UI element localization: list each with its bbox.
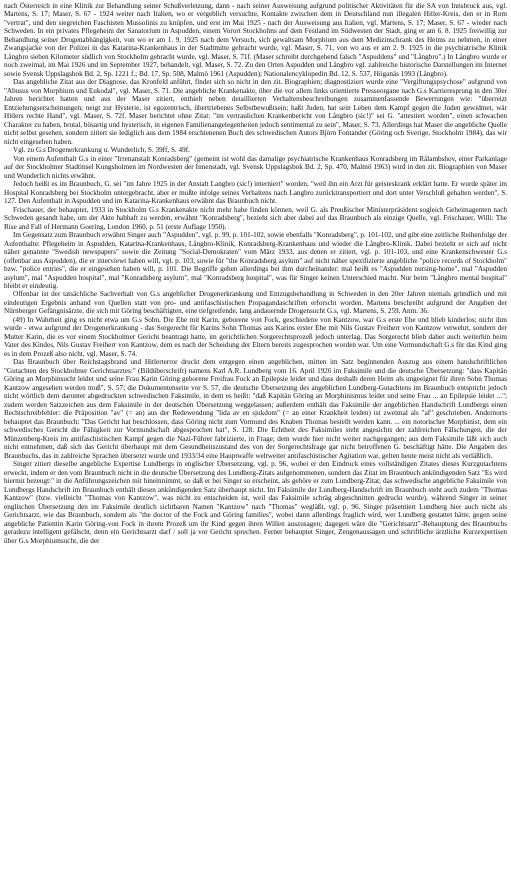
paragraph: nach Österreich in eine Klinik zur Behandlung seiner Schußverletzung, dann - nach seiner Ausweisung aufgrund politischer Aktivitäten für die SA von Innsbruck aus, vgl. Martens, S. 17; Maser, S. 67 - 1924 weiter nach Italien, wo er vergeblich versuchte, Kontakte zwischen dem in Deutschland nun illegalen Hitler-Kreis, den er in Rom "vertrat", und den siegreichen Faschisten Mussolinis zu knüpfen, und erst im Mai 1925 - nach der Ausweisung aus Italien, vgl. Martens, S. 17; Maser, S. 67 - wieder nach Schweden. In ein privates Pflegeheim der Sanatorium in Aspudden, einem Vorort Stockholms auf dem Festland im Südwesten der Stadt, ging er am 6. 8. 1925 freiwillig zur Behandlung seiner Drogenabhängigkeit, von wo er am 1. 9. 1925 nach dem Versuch, sich gewaltsam Morphium aus dem Medizinschrank des Heims zu nehmen, in einer Zwangsjacke von der Polizei in das Katarina-Krankenhaus in der Stadtmitte gebracht wurde, vgl. Maser, S. 71, von wo aus er am 2. 9. 1925 in die psychiatrische Klinik Långbro sieben Kilometer südlich von Stockholm gebracht wurde, vgl. Maser, S. 71f. (Maser schreibt durchgehend falsch "Aspuddens" und "Långbro".) In Långbro wurde er noch zweimal, im Mai 1926 und im September 1927, behandelt, vgl. Maser, S. 72. Zu den Orten Aspudden und Långbro vgl. zahlreiche historische Darstellungen im Internet sowie Svensk Uppslagsbok Bd. 2, Sp. 1221 f.; Bd. 17, Sp. 508, Malmö 1961 (Aspudden); Nationalencyklopedin Bd. 12, S. 537, Höganäs 1993 (Långbro). [4, 2, 507, 78]
paragraph: Offenbar ist der tatsächliche Sachverhalt von G.s angeblicher Drogenerkrankung und Entzugsbehandlung in Schweden in den 20er Jahren niemals gründlich und mit eindeutigen Ergebnis anhand von Quellen statt von pro- und antifaschistischen Propagandaschriften erforscht worden. Martens beschreibt aufgrund der Angaben der Nürnberger Gefängnisärzte, die sich mit Göring beschäftigten, eine tiefgreifende, lang andauernde Drogensucht G.s, vgl. Martens, S. 259, Anm. 36. [4, 290, 507, 316]
paragraph: (49) In Wahrheit ging es nicht etwa um G.s Sohn. Die Ehe mit Karin, geborene von Fock, geschiedene von Kantzow, war G.s erste Ehe und blieb kinderlos; nicht ihm wurde - etwa aufgrund der Drogenerkrankung - das Sorgerecht für Karins Sohn Thomas aus Karins erster Ehe mit Nils Gustav Freiherr von Kantzow verwehrt, sondern der Mutter Karin, die es vor einem Stockholmer Gericht beantragt hatte, im gerichtlichen Sorgerechtsprozeß jedoch unterlag. Das Sorgerecht blieb daher auch weiterhin beim Vater des Kindes, Nils Gustav Freiherr von Kantzow, dem es nach der Scheidung der Eltern bereits zugesprochen worden war. Um eine Vormundschaft G.s für das Kind ging es in dem Prozeß also nicht, vgl. Maser, S. 74. [4, 315, 507, 358]
paragraph: Von einem Aufenthalt G.s in einer "Irrenanstalt Konradsberg" (gemeint ist wohl das damalige psychiatrische Krankenhaus Konradsberg im Rålambshov, einer Parkanlage auf der Stockholmer Stadtinsel Kungsholmen im Nordwesten der Innenstadt, vgl. Svensk Uppslagsbok Bd. 2, Sp. 470, Malmö 1963) wird in den zit. Biographien von Maser und Wunderlich nichts erwähnt. [4, 154, 507, 180]
paragraph: Vgl. zu G.s Drogenerkrankung u. Wunderlich, S. 39ff, S. 49f. [13, 146, 190, 155]
paragraph: Das Braunbuch über Reichstagsbrand und Hitlerterror druckt dem entgegen einen angeblichen, mitten im Satz beginnenden Auszug aus einem handschriftlichen "Gutachten des Stockholmer Gerichtsarztes:" (Bildüberschrift) namens Karl A.R. Lundberg vom 16. April 1926 im Faksimile und die deutsche Übersetzung: "dass Kapitän Göring an Morphinsucht leidet und seine Frau Karin Göring geborene Freifrau Fock an Epilepsie leidet und dass deshalb deren Heim als ungeeignet für ihren Sohn Thomas Kantzow angesehen werden muß", S. 57; die Dokumentenseite vor S. 57, die deutsche Übersetzung des angeblichen Lundberg-Gutachtens im Braunbuch entspricht jedoch nicht wörtlich dem darunter abgedruckten schwedischen Faksimile, in dem es heißt: "daß Kapitän Göring an Morphinismus leidet und seine Frau ... an Epilepsie leidet ..."; zudem werden Satzzeichen aus dem Faksimile in der deutschen Übersetzung weggelassen; außerdem enthält das Faksimile der angeblichen Handschrift Lundbergs einen Rechtschreibfehler: die Präposition "av" (= an) aus der Redewendung "lida av en sjukdom" (= an einer Krankheit leiden) ist zweimal als "af" geschrieben. Andernorts behauptet das Braunbuch: "Das Gericht hat beschlossen, dass Göring nicht zum Vormund des Knaben Thomas bestellt werden kann. ... ein notorischer Morphinist, dem ein schwedisches Gericht die Fähigkeit zur Vormundschaft abgesprochen hat", S. 128. Die Echtheit des Faksimiles steht angesichts der zahlreichen Fälschungen, die der Münzenberg-Kreis im antifaschistischen Kampf gegen die Nazi-Führer fabrizierte, in Frage; dem wurde hier nicht weiter nachgegangen; aus dem Faksimile läßt sich auch nicht entnehmen, daß sich das Gericht überhaupt mit dem Gesundheitszustand des von der Sorgerechtsfrage gar nicht betroffenen G. beschäftigt hätte. Die Angaben des Braunbuchs, das in zahlreiche Sprachen übersetzt wurde und 1933/34 eine Hauptwaffe weltweiter antifaschistischer Agitation war, gelten heute meist nicht als verläßlich. [4, 358, 507, 460]
paragraph: Frischauer, der behauptet, 1933 in Stockholm G.s Krankenakte nicht mehr habe finden können, weil G. als Preußischer Ministerpräsident sogleich Geheimagenten nach Schweden gesandt habe, um der Akte habhaft zu werden, erwähnt "Konradsberg", bezieht sich aber dabei auf das Braunbuch als einzige Quelle, vgl. Frischauer, Willi: The Rise and Fall of Hermann Goering, London 1960, p. 51 (erste Auflage 1950). [4, 205, 507, 231]
paragraph: Singer zitiert dieselbe angebliche Expertise Lundbergs in englischer Übersetzung, vgl. p. 96, wobei er den Eindruck eines vollständigen Zitates dieses Kurzgutachtens erweckt, indem er den vom Braunbuch nicht in die deutsche Übersetzung des Lundberg-Zitats aufgenommenen, sondern das Zitat im Braunbuch ankündigenden Satz "Es wird hiermit bezeugt:" in die Anführungszeichen mit hineinnimmt, so daß er bei Singer so erscheint, als gehöre er zum Lundberg-Zitat; das schwedische angebliche Faksimile von Lundbergs Handschrift im Braunbuch enthält diesen ankündigenden Satz überhaupt nicht. Im Faksimile der Lundberg-Handschrift im Braunbuch steht auch zudem "Thomas Kantzow" (bzw. vielleicht "Thomas von Kantzow", was nicht zu entscheiden ist, weil das Faksimile schräg abgeschnitten gedruckt wurde), während Singer in seiner englischen Übersetzung den im Faksimile deutlich sichtbaren Namen "Kantzow" nach "Thomas" wegläßt, vgl. p. 96. Singer präsentiert Lundberg hier auch nicht als Gerichtsarzt, wie das Braunbuch, sondern als "the doctor of the Fock and Göring families", wobei dann allerdings fraglich wird, wer Lundberg gestattet hätte, gegen seine angebliche Patientin Karin Göring-von Fock in ihrem Prozeß um ihr Kind gegen ihren Willen auszusagen; dagegen wäre die "Gerichtsarzt"-Behauptung des Braunbuchs geradezu intelligent gefälscht, denn ein Gerichtsarzt darf / soll ja vor Gericht sprechen. Ferner behauptet Singer, Zeugenaussagen und schriftliche ärztliche Kurzexpertisen über G.s Morphiumsucht, die der [4, 460, 507, 545]
paragraph: Im Gegensatz zum Braunbuch erwähnt Singer auch "Aspudden", vgl. p. 99, p. 101-102, sowie ebenfalls "Konradsberg", p. 101-102, und gibt eine zeitliche Reihenfolge der Aufenthalte: Pflegeheim in Aspudden, Katarina-Krankenhaus, Långbro-Klinik, Konradsberg-Krankenhaus und wieder die Långbro-Klinik. Dabei bezieht er sich auf nicht näher genannte "Swedish newspapers" sowie die Zeitung "Social-Demokraten" vom März 1933, aus denen er zitiert, vgl. p. 101-103, und eine Krankenschwester G.s (offenbar aus Aspudden), die er interviewt haben will, vgl. p. 103, sowie für "the Konradsberg asylum" auf nicht näher spezifizierte angebliche "police records of Stockholm" bzw. "police entries", die er eingesehen haben will, p. 101. Die Begriffe gehen allerdings bei ihm durcheinander: mal heißt es "Aspudden nursing-home", mal "Aspudden asylum", mal "Aspudden hospital", mal "Konradsberg asylum", mal "Konradsberg hospital", was für Singer keinen Unterschied macht. Nur beim "Långbro mental hospital" bleibt er eindeutig. [4, 231, 507, 290]
paragraph: Das angebliche Zitat aus der Diagnose, das Kronfeld anführt, findet sich so nicht in den zit. Biographien; diagnostiziert wurde eine "Vergiftungspsychose" aufgrund von "Abusus von Morphium und Eukodal", vgl. Maser, S. 71. Die angebliche Krankenakte, über die vor allem links orientierte Presseorgane nach G.s Karrieresprung in den 30er Jahren berichtet hatten und aus der Maser zitiert, enthielt neben detaillierten Verhaltensbeschreibungen zusammenfassende Bewertungen wie: "überreizt Entziehungserscheinungen; neigt zur Hysterie, ist egozentrisch, übertriebenes Selbstbewußtsein; haßt Juden, hat sein Leben dem Kampf gegen die Juden gewidmet, wär Hitlers rechte Hand", vgl. Maser, S. 72f. Maser berichtet ohne Zitat: "im vertraulichen Krankenbericht von Långbro (sic!)" sei G. "attestiert worden", einen schwachen Charakter zu haben, brutal, bösartig und hysterisch, in eigenen Familienangelegenheiten jedoch sentimental zu sein", Maser, S. 73. Allerdings hat Maser die angebliche Quelle nicht selbst gesehen, sondern zitiert sie lediglich aus dem 1984 erschienenen Buch des schwedischen Autors Björn Fontander (Göring och Sverige, Stockholm 1984), das wir nicht eingesehen haben. [4, 78, 507, 146]
paragraph: Jedoch heißt es im Braunbuch, G. sei "im Jahre 1925 in der Anstalt Langbro (sic!) interniert" worden, "weil ihn ein Arzt für geisteskrank erklärt hatte. Er wurde später im Hospital Konradsberg bei Stockholm untergebracht, aber er mußte infolge seines Verhaltens nach Langbro zurücktransportiert und dort unter Verschluß gehalten werden", S. 127. Den Aufenthalt in Aspudden und im Katarina-Krankenhaus erwähnt das Braunbuch nicht. [4, 180, 507, 206]
